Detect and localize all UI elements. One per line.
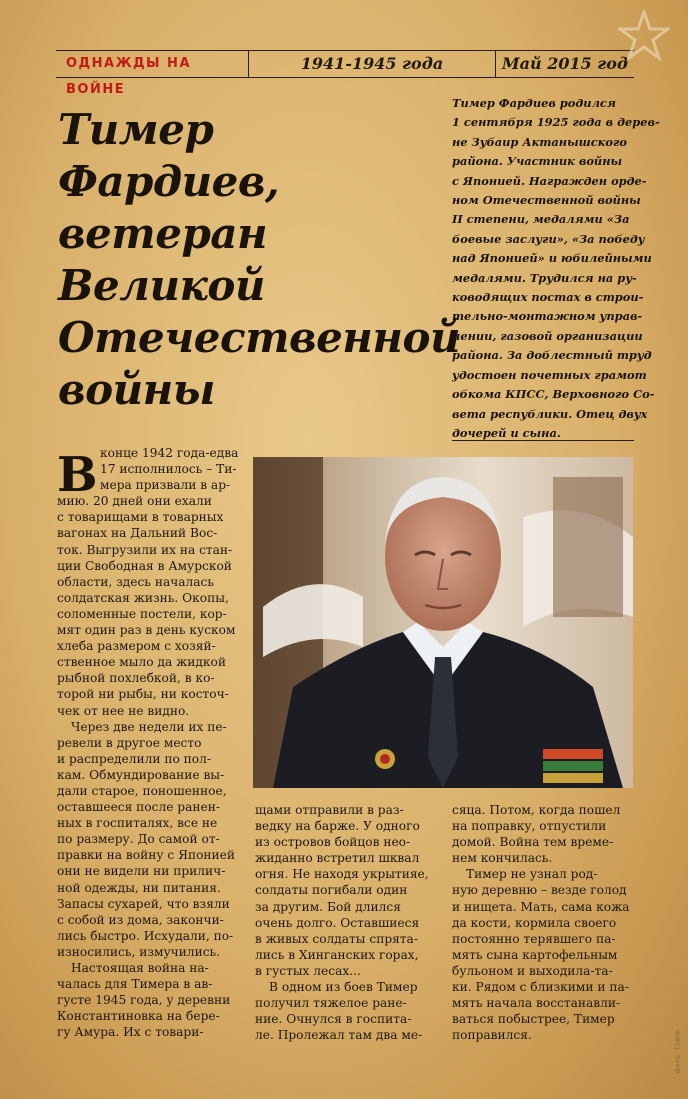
bio-line: дочерей и сына. [452, 425, 561, 440]
article-column-3 [452, 802, 636, 1043]
text-line: области, здесь началась [57, 574, 215, 589]
bio-line: Тимер Фардиев родился [452, 96, 616, 110]
text-line: за другим. Бой длился [255, 899, 401, 914]
text-line: нем кончилась. [452, 851, 553, 866]
text-line: солдатская жизнь. Окопы, [57, 590, 229, 605]
text-line: постоянно терявшего па- [452, 931, 616, 946]
text-line: ки. Рядом с близкими и па- [452, 980, 629, 995]
bio-line: с Японией. Награжден орде- [452, 173, 647, 188]
portrait-photo [253, 457, 633, 788]
text-line: в густых лесах... [255, 963, 361, 978]
drop-cap: В [57, 447, 98, 503]
text-line: ние. Очнулся в госпита- [255, 1012, 412, 1027]
text-line: бульоном и выходила-та- [452, 963, 613, 978]
text-line: 17 исполнилось – Ти- [100, 462, 237, 477]
text-line: жиданно встретил шквал [255, 851, 420, 866]
bio-line: II степени, медалями «За [452, 212, 630, 227]
text-line: огня. Не находя укрытияе, [255, 867, 429, 882]
text-line: и распределили по пол- [57, 751, 212, 766]
text-line: домой. Война тем време- [452, 835, 614, 850]
bio-line: медалями. Трудился на ру- [452, 270, 637, 285]
text-line: мять начала восстанавли- [452, 996, 621, 1011]
text-line: получил тяжелое ране- [255, 996, 407, 1011]
text-line: чалась для Тимера в ав- [57, 977, 213, 992]
text-line: Константиновка на бере- [57, 1009, 220, 1024]
bio-line: района. За доблестный труд [452, 348, 652, 363]
title-line: Тимер [58, 105, 214, 154]
text-line: рыбной похлебкой, в ко- [57, 671, 215, 686]
article-column-1 [57, 445, 243, 1040]
text-line: поправился. [452, 1028, 532, 1043]
text-line: соломенные постели, кор- [57, 606, 227, 621]
bio-line: удостоен почетных грамот [452, 367, 647, 382]
bio-line: 1 сентября 1925 года в дерев- [452, 115, 660, 130]
text-line: мят один раз в день куском [57, 623, 236, 638]
text-line: лись в Хинганских горах, [255, 947, 419, 962]
photo-credit: Фото: ТАИФ [674, 1030, 682, 1074]
text-line: ведку на барже. У одного [255, 819, 420, 834]
bio-divider [452, 440, 634, 441]
bio-line: лении, газовой организации [452, 328, 643, 343]
title-line: Великой [58, 261, 265, 310]
text-line: дали старое, поношенное, [57, 783, 227, 798]
bio-line: ководящих постах в строи- [452, 290, 644, 305]
text-line: мию. 20 дней они ехали [57, 494, 212, 509]
issue-date: Май 2015 год [501, 54, 629, 73]
text-line: ваться побыстрее, Тимер [452, 1012, 615, 1027]
section-name: ОДНАЖДЫ НА ВОЙНЕ [66, 56, 191, 97]
text-line: конце 1942 года-едва [100, 446, 239, 460]
bio-line: обкома КПСС, Верховного Со- [452, 387, 655, 402]
text-line: Настоящая война на- [71, 961, 209, 975]
text-line: Через две недели их пе- [71, 719, 227, 734]
text-line: они не видели ни прилич- [57, 864, 226, 879]
text-line: ной одежды, ни питания. [57, 880, 221, 895]
bio-line: района. Участник войны [452, 154, 623, 169]
text-line: сяца. Потом, когда пошел [452, 803, 621, 817]
text-line: ток. Выгрузили их на стан- [57, 542, 233, 557]
text-line: В одном из боев Тимер [269, 980, 418, 995]
text-line: да кости, кормила своего [452, 915, 617, 930]
portrait-illustration [253, 457, 633, 788]
text-line: хлеба размером с хозяй- [57, 639, 216, 654]
text-line: густе 1945 года, у деревни [57, 993, 231, 1008]
text-line: ле. Пролежал там два ме- [255, 1028, 423, 1043]
title-line: Отечественной [58, 313, 461, 362]
text-line: очень долго. Оставшиеся [255, 915, 420, 930]
article-column-2 [255, 802, 441, 1043]
text-line: ную деревню – везде голод [452, 883, 627, 898]
bio-line: ном Отечественной войны [452, 193, 641, 208]
article-title [58, 104, 461, 416]
text-line: ревели в другое место [57, 735, 202, 750]
text-line: с товарищами в товарных [57, 510, 224, 525]
text-line: и нищета. Мать, сама кожа [452, 899, 630, 914]
years-label: 1941-1945 года [248, 51, 496, 77]
bio-line: над Японией» и юбилейными [452, 251, 652, 266]
page-header [56, 50, 634, 97]
text-line: солдаты погибали один [255, 883, 408, 898]
text-line: чек от нее не видно. [57, 703, 190, 718]
text-line: из островов бойцов нео- [255, 835, 411, 850]
bio-line: боевые заслуги», «За победу [452, 231, 645, 246]
text-line: лись быстро. Исхудали, по- [57, 928, 234, 943]
text-line: мера призвали в ар- [100, 478, 231, 493]
text-line: вагонах на Дальний Вос- [57, 526, 218, 541]
text-line: ции Свободная в Амурской [57, 558, 232, 573]
text-line: оставшееся после ранен- [57, 800, 220, 815]
star-icon [618, 10, 670, 62]
text-line: правки на войну с Японией [57, 848, 236, 863]
text-line: торой ни рыбы, ни косточ- [57, 687, 229, 702]
text-line: кам. Обмундирование вы- [57, 767, 225, 782]
bio-line: не Зубаир Актанышского [452, 134, 627, 149]
text-line: на поправку, отпустили [452, 819, 607, 834]
title-line: ветеран [58, 209, 268, 258]
text-line: гу Амура. Их с товари- [57, 1025, 204, 1040]
text-line: ственное мыло да жидкой [57, 655, 227, 670]
text-line: по размеру. До самой от- [57, 832, 220, 847]
text-line: Тимер не узнал род- [466, 867, 598, 882]
text-line: щами отправили в раз- [255, 803, 404, 817]
title-line: Фардиев, [58, 157, 280, 206]
text-line: в живых солдаты спрята- [255, 931, 418, 946]
text-line: мять сына картофельным [452, 947, 618, 962]
title-line: войны [58, 365, 215, 414]
bio-line: вета республики. Отец двух [452, 406, 648, 421]
text-line: износились, измучились. [57, 944, 221, 959]
text-line: с собой из дома, закончи- [57, 912, 224, 927]
bio-line: тельно-монтажном управ- [452, 309, 643, 324]
bio-sidebar [452, 94, 660, 443]
text-line: Запасы сухарей, что взяли [57, 896, 230, 911]
text-line: ных в госпиталях, все не [57, 816, 218, 831]
